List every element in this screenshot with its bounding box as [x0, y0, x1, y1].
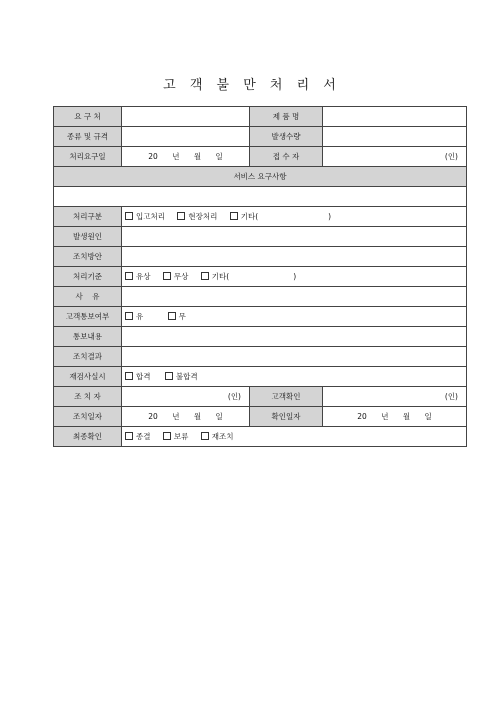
req-date-label: 처리요구일 [54, 147, 122, 167]
final-confirm-option[interactable]: 재조치 [201, 431, 234, 442]
checkbox-icon [201, 272, 209, 280]
type-spec-label: 종류 및 규격 [54, 127, 122, 147]
proc-basis-option[interactable]: 유상 [125, 271, 151, 282]
requester-label: 요 구 처 [54, 107, 122, 127]
final-confirm-option[interactable]: 보류 [163, 431, 189, 442]
notify-option[interactable]: 무 [168, 311, 186, 322]
final-confirm-options [122, 427, 467, 447]
cause-field[interactable] [122, 227, 467, 247]
complaint-form-table [53, 106, 467, 447]
action-person-label: 조 치 자 [54, 387, 122, 407]
product-field[interactable] [323, 107, 467, 127]
checkbox-icon [165, 372, 173, 380]
checkbox-icon [168, 312, 176, 320]
receiver-seal[interactable]: (인) [323, 147, 467, 167]
reinspect-options [122, 367, 467, 387]
service-req-field[interactable] [54, 187, 467, 207]
service-req-header: 서비스 요구사항 [54, 167, 467, 187]
occur-qty-label: 발생수량 [250, 127, 323, 147]
proc-type-option[interactable]: 기타( [230, 211, 258, 222]
proc-type-options: 입고처리 현장처리 기타( ) [122, 207, 467, 227]
occur-qty-field[interactable] [323, 127, 467, 147]
notify-content-field[interactable] [122, 327, 467, 347]
proc-basis-label: 처리기준 [54, 267, 122, 287]
type-spec-field[interactable] [122, 127, 250, 147]
page-title: 고 객 불 만 처 리 서 [163, 78, 341, 93]
action-date-field[interactable]: 20 년 월 일 [122, 407, 250, 427]
req-date-field[interactable]: 20 년 월 일 [122, 147, 250, 167]
proc-type-option[interactable]: 입고처리 [125, 211, 165, 222]
receiver-label: 접 수 자 [250, 147, 323, 167]
notify-content-label: 통보내용 [54, 327, 122, 347]
action-plan-field[interactable] [122, 247, 467, 267]
final-confirm-option[interactable]: 종결 [125, 431, 151, 442]
customer-confirm-seal[interactable]: (인) [323, 387, 467, 407]
action-plan-label: 조치방안 [54, 247, 122, 267]
requester-field[interactable] [122, 107, 250, 127]
checkbox-icon [201, 432, 209, 440]
checkbox-icon [177, 212, 185, 220]
checkbox-icon [125, 372, 133, 380]
cause-label: 발생원인 [54, 227, 122, 247]
checkbox-icon [125, 312, 133, 320]
checkbox-icon [125, 272, 133, 280]
proc-type-label: 처리구분 [54, 207, 122, 227]
reason-label: 사 유 [54, 287, 122, 307]
proc-basis-options: 유상 무상 기타( ) [122, 267, 467, 287]
reinspect-label: 재검사실시 [54, 367, 122, 387]
proc-basis-option[interactable]: 기타( [201, 271, 229, 282]
checkbox-icon [125, 432, 133, 440]
confirm-date-field[interactable]: 20 년 월 일 [323, 407, 467, 427]
action-person-seal[interactable]: (인) [122, 387, 250, 407]
reason-field[interactable] [122, 287, 467, 307]
reinspect-option[interactable]: 합격 [125, 371, 151, 382]
action-date-label: 조치일자 [54, 407, 122, 427]
reinspect-option[interactable]: 불합격 [165, 371, 198, 382]
product-label: 제 품 명 [250, 107, 323, 127]
checkbox-icon [125, 212, 133, 220]
notify-label: 고객통보여부 [54, 307, 122, 327]
customer-confirm-label: 고객확인 [250, 387, 323, 407]
notify-options [122, 307, 467, 327]
checkbox-icon [163, 432, 171, 440]
confirm-date-label: 확인일자 [250, 407, 323, 427]
checkbox-icon [230, 212, 238, 220]
checkbox-icon [163, 272, 171, 280]
proc-type-option[interactable]: 현장처리 [177, 211, 217, 222]
final-confirm-label: 최종확인 [54, 427, 122, 447]
action-result-label: 조치결과 [54, 347, 122, 367]
action-result-field[interactable] [122, 347, 467, 367]
proc-basis-option[interactable]: 무상 [163, 271, 189, 282]
notify-option[interactable]: 유 [125, 311, 143, 322]
